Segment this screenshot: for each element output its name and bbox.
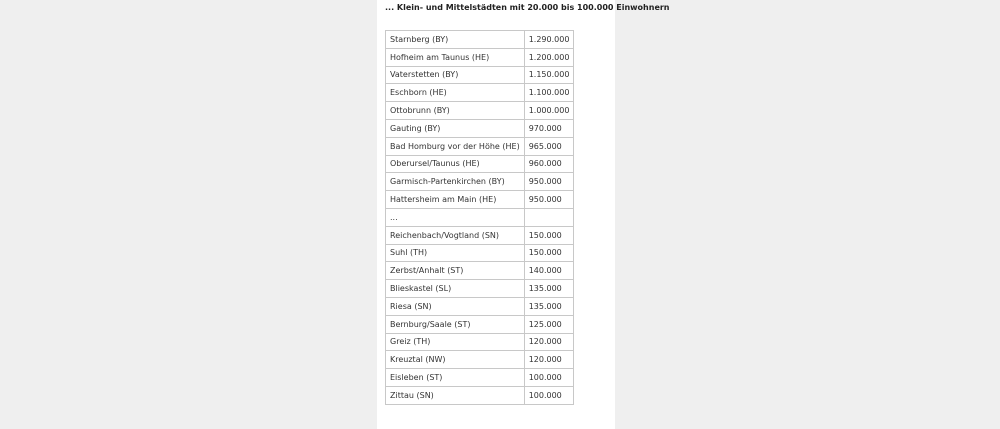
table-row (386, 102, 574, 120)
table-row (386, 369, 574, 387)
value-cell: 135.000 (524, 280, 574, 298)
city-cell: Suhl (TH) (386, 244, 525, 262)
table-row (386, 31, 574, 49)
table-row-ellipsis (386, 208, 574, 226)
table-row (386, 280, 574, 298)
value-cell: 960.000 (524, 155, 574, 173)
city-cell: Oberursel/Taunus (HE) (386, 155, 525, 173)
city-cell: Ottobrunn (BY) (386, 102, 525, 120)
value-cell: 125.000 (524, 315, 574, 333)
table-row (386, 244, 574, 262)
table-row (386, 386, 574, 404)
table-row (386, 48, 574, 66)
value-cell: 140.000 (524, 262, 574, 280)
value-cell: 150.000 (524, 226, 574, 244)
value-cell: 1.000.000 (524, 102, 574, 120)
city-cell: Bernburg/Saale (ST) (386, 315, 525, 333)
value-cell: 950.000 (524, 173, 574, 191)
value-cell: 950.000 (524, 191, 574, 209)
city-cell: Reichenbach/Vogtland (SN) (386, 226, 525, 244)
value-cell: 970.000 (524, 119, 574, 137)
value-cell: 100.000 (524, 369, 574, 387)
value-cell: 120.000 (524, 333, 574, 351)
city-cell: Bad Homburg vor der Höhe (HE) (386, 137, 525, 155)
table-row (386, 315, 574, 333)
city-cell: Starnberg (BY) (386, 31, 525, 49)
city-cell: Zerbst/Anhalt (ST) (386, 262, 525, 280)
table-row (386, 333, 574, 351)
city-cell: Garmisch-Partenkirchen (BY) (386, 173, 525, 191)
city-cell: ... (386, 208, 525, 226)
city-cell: Blieskastel (SL) (386, 280, 525, 298)
city-cell: Zittau (SN) (386, 386, 525, 404)
table-row (386, 155, 574, 173)
value-cell: 135.000 (524, 297, 574, 315)
city-cell: Eschborn (HE) (386, 84, 525, 102)
value-cell: 1.150.000 (524, 66, 574, 84)
table-row (386, 84, 574, 102)
value-cell: 100.000 (524, 386, 574, 404)
table-row (386, 297, 574, 315)
table-row (386, 137, 574, 155)
value-cell: 1.100.000 (524, 84, 574, 102)
table-row (386, 119, 574, 137)
city-cell: Greiz (TH) (386, 333, 525, 351)
city-cell: Riesa (SN) (386, 297, 525, 315)
value-cell: 120.000 (524, 351, 574, 369)
city-cell: Hofheim am Taunus (HE) (386, 48, 525, 66)
city-cell: Hattersheim am Main (HE) (386, 191, 525, 209)
value-cell (524, 208, 574, 226)
table-row (386, 173, 574, 191)
value-cell: 1.290.000 (524, 31, 574, 49)
value-cell: 150.000 (524, 244, 574, 262)
table-row (386, 351, 574, 369)
city-cell: Gauting (BY) (386, 119, 525, 137)
city-cell: Vaterstetten (BY) (386, 66, 525, 84)
city-cell: Eisleben (ST) (386, 369, 525, 387)
table-row (386, 66, 574, 84)
city-cell: Kreuztal (NW) (386, 351, 525, 369)
price-table (385, 30, 574, 405)
table-heading: ... Klein- und Mittelstädten mit 20.000 bis 100.000 Einwohnern (385, 3, 670, 12)
value-cell: 965.000 (524, 137, 574, 155)
table-row (386, 262, 574, 280)
value-cell: 1.200.000 (524, 48, 574, 66)
table-row (386, 191, 574, 209)
table-row (386, 226, 574, 244)
